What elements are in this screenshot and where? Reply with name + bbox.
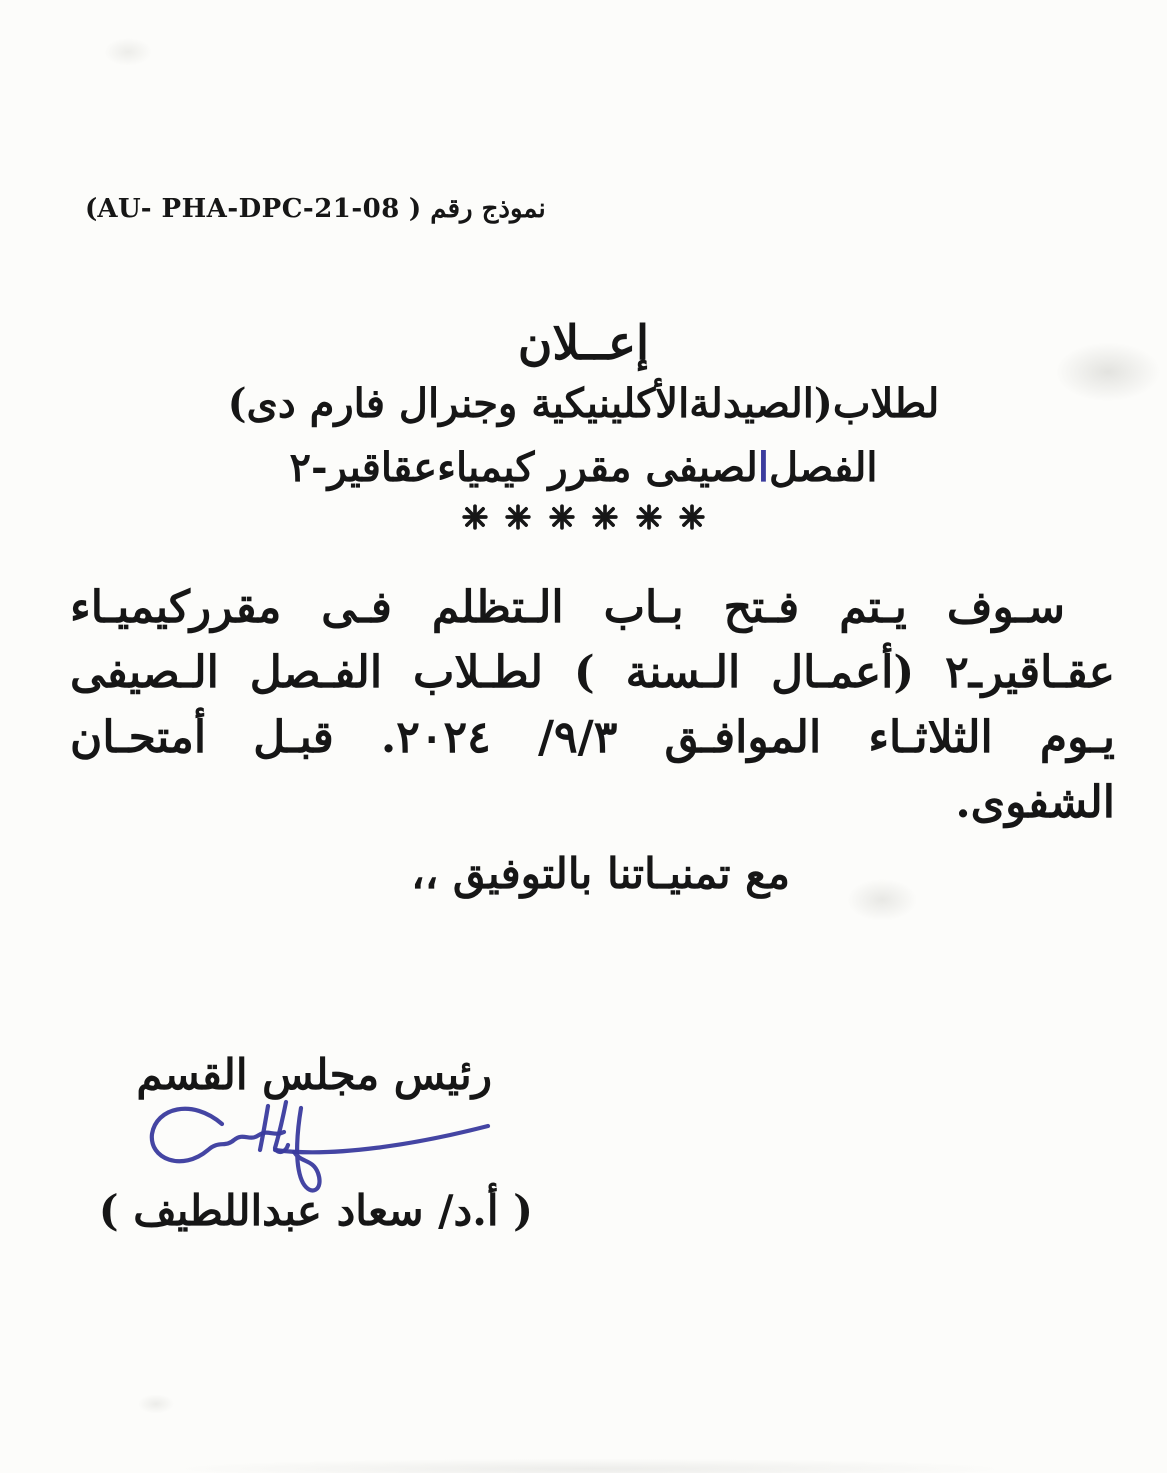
body-line: عقـاقيرـ٢ (أعمـال الـسنة ) لطـلاب الفـصل الـصيفى	[70, 647, 1115, 698]
audience-line: لطلاب(الصيدلةالأكلينيكية وجنرال فارم دى)	[227, 380, 940, 427]
star-icon	[636, 504, 662, 530]
course-line-suffix: لصيفى مقرر كيمياءعقاقير-٢	[289, 444, 758, 491]
star-icon	[679, 504, 705, 530]
course-line	[0, 444, 1167, 491]
signatory-name: ( أ.د/ سعاد عبداللطيف )	[98, 1186, 533, 1235]
star-icon	[505, 504, 531, 530]
star-icon	[549, 504, 575, 530]
star-icon	[462, 504, 488, 530]
form-number-line: نموذج رقم ( AU- PHA-DPC-21-08)	[85, 194, 546, 224]
signatory-role-title: رئيس مجلس القسم	[136, 1050, 492, 1099]
body-line: يـوم الثلاثـاء الموافـق ٣‏/‏٩‏/ ٢٠٢٤. قبـل أمتحـان	[70, 712, 1115, 763]
announcement-body	[70, 575, 1115, 835]
star-icon	[592, 504, 618, 530]
separator-stars	[0, 504, 1167, 530]
body-line: الشفوى.	[955, 777, 1115, 828]
course-line-prefix: الفصل‌	[768, 444, 878, 491]
handwritten-blue-alef-mark: ا	[757, 444, 769, 491]
closing-wishes-line: مع تمنيـاتنا بالتوفيق ،،	[411, 849, 790, 898]
page-title: إعــلان	[517, 316, 650, 371]
body-line: سـوف يـتم فـتح بـاب الـتظلم فـى مقرركيميـاء	[70, 582, 1065, 633]
